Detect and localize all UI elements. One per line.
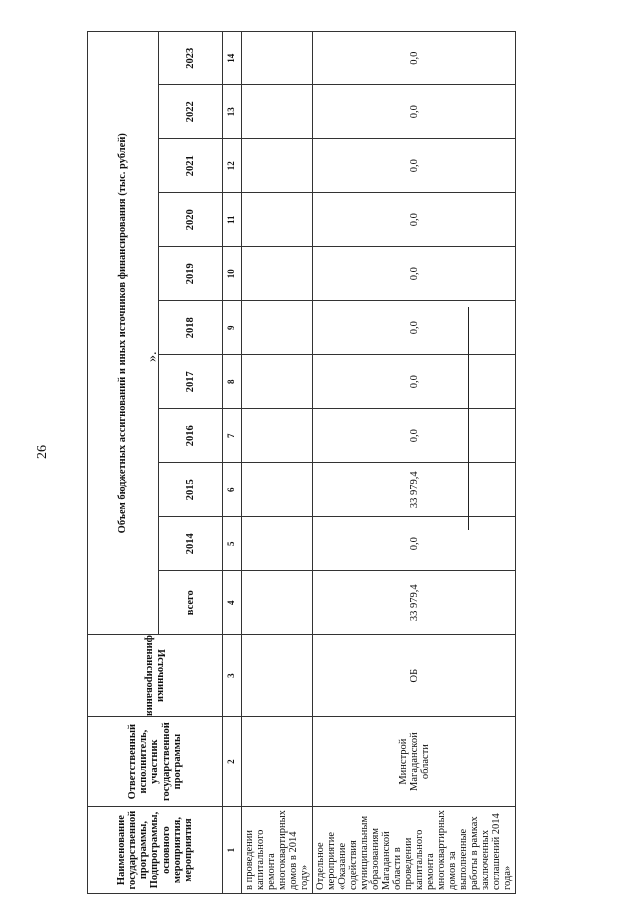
- header-year: 2022: [159, 85, 223, 139]
- table-row: [242, 32, 313, 894]
- column-number: 7: [223, 409, 242, 463]
- budget-table: [87, 31, 516, 894]
- row-value: 33 979,4: [313, 463, 516, 517]
- header-responsible: Ответственный исполнитель, участник государственной программы: [88, 717, 223, 807]
- closing-quote-mark: ».: [145, 351, 160, 362]
- header-source-label: Источники финансирования: [144, 635, 167, 717]
- header-year: 2020: [159, 193, 223, 247]
- header-year: 2014: [159, 517, 223, 571]
- page-number: 26: [35, 445, 50, 459]
- row-value: [242, 247, 313, 301]
- row-source: [242, 635, 313, 717]
- column-number: 1: [223, 807, 242, 894]
- row-value: [242, 409, 313, 463]
- column-number: 9: [223, 301, 242, 355]
- header-budget-volume: Объем бюджетных ассигнований и иных источников финансирования (тыс. рублей): [88, 32, 159, 635]
- row-value: 0,0: [313, 301, 516, 355]
- row-responsible: Минстрой Магаданской области: [313, 717, 516, 807]
- row-responsible: [242, 717, 313, 807]
- header-year: 2019: [159, 247, 223, 301]
- header-year: 2017: [159, 355, 223, 409]
- row-name: Отдельное мероприятие «Оказание содействия муниципальным образованиям Магаданской области в проведении капитального ремонта многоквартирных домов за выполненные работы в рамках заключенных соглашений 2014 года»: [313, 807, 516, 894]
- header-source: [88, 635, 223, 717]
- row-value: 0,0: [313, 409, 516, 463]
- row-value: [242, 301, 313, 355]
- column-number: 4: [223, 571, 242, 635]
- row-value: 0,0: [313, 355, 516, 409]
- column-number: 14: [223, 32, 242, 85]
- row-value: 0,0: [313, 193, 516, 247]
- header-program-name: Наименование государственной программы, Подпрограммы, основного мероприятия, мероприятия: [88, 807, 223, 894]
- column-number: 13: [223, 85, 242, 139]
- row-value: 0,0: [313, 139, 516, 193]
- row-source: ОБ: [313, 635, 516, 717]
- row-value: [242, 193, 313, 247]
- header-year: 2023: [159, 32, 223, 85]
- header-year: 2021: [159, 139, 223, 193]
- row-value: 0,0: [313, 85, 516, 139]
- column-number-row: [223, 32, 242, 894]
- header-year: 2015: [159, 463, 223, 517]
- header-total: всего: [159, 571, 223, 635]
- row-value: 0,0: [313, 32, 516, 85]
- closing-rule-line: [468, 307, 469, 530]
- row-value: [242, 463, 313, 517]
- column-number: 6: [223, 463, 242, 517]
- row-total: [242, 571, 313, 635]
- row-value: 0,0: [313, 517, 516, 571]
- header-year: 2018: [159, 301, 223, 355]
- column-number: 3: [223, 635, 242, 717]
- column-number: 12: [223, 139, 242, 193]
- column-number: 10: [223, 247, 242, 301]
- row-value: [242, 355, 313, 409]
- row-value: 0,0: [313, 247, 516, 301]
- row-total: 33 979,4: [313, 571, 516, 635]
- row-value: [242, 517, 313, 571]
- row-value: [242, 85, 313, 139]
- table-row: [313, 32, 516, 894]
- column-number: 8: [223, 355, 242, 409]
- row-value: [242, 139, 313, 193]
- column-number: 5: [223, 517, 242, 571]
- header-year: 2016: [159, 409, 223, 463]
- column-number: 11: [223, 193, 242, 247]
- row-name: в проведении капитального ремонта многоквартирных домов в 2014 году»: [242, 807, 313, 894]
- row-value: [242, 32, 313, 85]
- column-number: 2: [223, 717, 242, 807]
